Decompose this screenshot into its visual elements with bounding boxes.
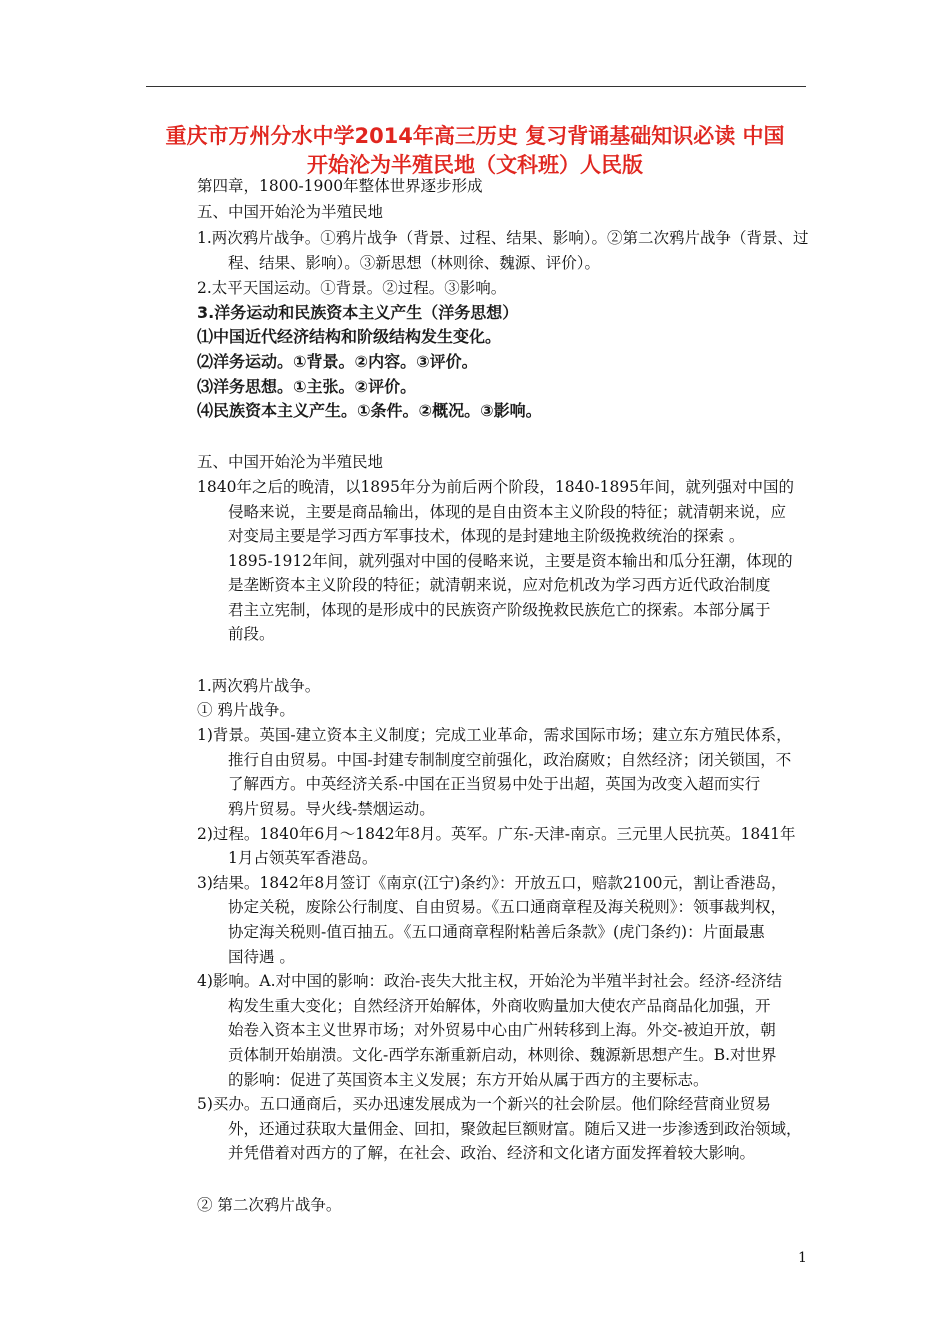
intro-heading: 五、中国开始沦为半殖民地 [197, 453, 384, 471]
intro-line: 对变局主要是学习西方军事技术，体现的是封建地主阶级挽救统治的探索 。 [228, 527, 745, 545]
impact-line: 始卷入资本主义世界市场；对外贸易中心由广州转移到上海。外交-被迫开放，朝 [228, 1021, 776, 1039]
part-heading: 1.两次鸦片战争。 [197, 677, 321, 695]
title-line-2: 开始沦为半殖民地（文科班）人民版 [307, 153, 643, 177]
impact-line: 贡体制开始崩溃。文化-西学东渐重新启动，林则徐、魏源新思想产生。B.对世界 [228, 1046, 777, 1064]
intro-line: 侵略来说，主要是商品输出，体现的是自由资本主义阶段的特征；就清朝来说，应 [228, 503, 787, 521]
outline-item-3-4: ⑷民族资本主义产生。①条件。②概况。③影响。 [197, 401, 542, 420]
outline-item-2: 2.太平天国运动。①背景。②过程。③影响。 [197, 279, 507, 297]
intro-line: 前段。 [228, 625, 275, 643]
outline-item-3-3: ⑶洋务思想。①主张。②评价。 [197, 377, 417, 396]
result-line: 协定关税，废除公行制度、自由贸易。《五口通商章程及海关税则》：领事裁判权， [228, 898, 787, 916]
background-line: 了解西方。中英经济关系-中国在正当贸易中处于出超，英国为改变入超而实行 [228, 775, 761, 793]
process-line: 1月占领英军香港岛。 [228, 849, 378, 867]
subpart-heading-2: ② 第二次鸦片战争。 [197, 1196, 342, 1214]
page-number: 1 [798, 1250, 807, 1266]
outline-item-1: 1.两次鸦片战争。①鸦片战争（背景、过程、结果、影响）。②第二次鸦片战争（背景、过 [197, 229, 809, 247]
process-line: 2)过程。1840年6月～1842年8月。英军。广东-天津-南京。三元里人民抗英。1841年 [197, 825, 796, 843]
title-line-1: 重庆市万州分水中学2014年高三历史 复习背诵基础知识必读 中国 [165, 124, 785, 148]
background-line: 1)背景。英国-建立资本主义制度；完成工业革命，需求国际市场；建立东方殖民体系， [197, 726, 792, 744]
impact-line: 4)影响。A.对中国的影响：政治-丧失大批主权，开始沦为半殖半封社会。经济-经济结 [197, 972, 783, 990]
intro-line: 是垄断资本主义阶段的特征；就清朝来说，应对危机改为学习西方近代政治制度 [228, 576, 771, 594]
comprador-line: 外，还通过获取大量佣金、回扣，聚敛起巨额财富。随后又进一步渗透到政治领域， [228, 1120, 802, 1138]
outline-item-3-2: ⑵洋务运动。①背景。②内容。③评价。 [197, 352, 478, 371]
intro-line: 1840年之后的晚清，以1895年分为前后两个阶段，1840-1895年间，就列强对中国的 [197, 478, 795, 496]
comprador-line: 并凭借着对西方的了解，在社会、政治、经济和文化诸方面发挥着较大影响。 [228, 1144, 756, 1162]
outline-item-1-cont: 程、结果、影响）。③新思想（林则徐、魏源、评价）。 [228, 254, 601, 272]
outline-item-3: 3.洋务运动和民族资本主义产生（洋务思想） [197, 303, 519, 322]
background-line: 鸦片贸易。导火线-禁烟运动。 [228, 800, 435, 818]
document-title [140, 122, 810, 180]
result-line: 国待遇 。 [228, 948, 295, 966]
intro-line: 君主立宪制，体现的是形成中的民族资产阶级挽救民族危亡的探索。本部分属于 [228, 601, 771, 619]
intro-line: 1895-1912年间，就列强对中国的侵略来说，主要是资本输出和瓜分狂潮，体现的 [228, 552, 793, 570]
background-line: 推行自由贸易。中国-封建专制制度空前强化，政治腐败；自然经济；闭关锁国，不 [228, 751, 792, 769]
impact-line: 构发生重大变化；自然经济开始解体，外商收购量加大使农产品商品化加强，开 [228, 997, 771, 1015]
section-heading: 五、中国开始沦为半殖民地 [197, 203, 384, 221]
comprador-line: 5)买办。五口通商后，买办迅速发展成为一个新兴的社会阶层。他们除经营商业贸易 [197, 1095, 771, 1113]
result-line: 协定海关税则-值百抽五。《五口通商章程附粘善后条款》(虎门条约)：片面最惠 [228, 923, 765, 941]
outline-item-3-1: ⑴中国近代经济结构和阶级结构发生变化。 [197, 327, 502, 346]
subpart-heading: ① 鸦片战争。 [197, 701, 295, 719]
result-line: 3)结果。1842年8月签订《南京(江宁)条约》：开放五口，赔款2100元，割让香港岛， [197, 874, 787, 892]
header-rule [146, 86, 806, 87]
chapter-heading: 第四章，1800-1900年整体世界逐步形成 [197, 177, 483, 195]
impact-line: 的影响：促进了英国资本主义发展；东方开始从属于西方的主要标志。 [228, 1071, 709, 1089]
